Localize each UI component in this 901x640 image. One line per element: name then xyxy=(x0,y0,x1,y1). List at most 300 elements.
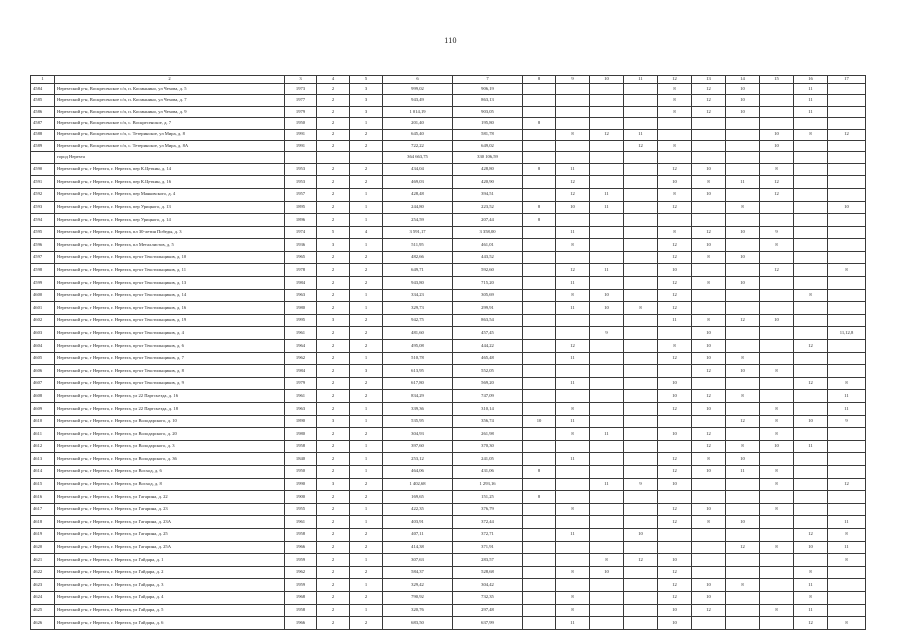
living-area-cell: 581,78 xyxy=(453,129,523,140)
floors-cell: 2 xyxy=(317,440,350,453)
work-period-cell-15 xyxy=(760,516,794,529)
floors-cell: 2 xyxy=(317,289,350,302)
work-period-cell-14 xyxy=(726,503,760,516)
living-area-cell: 283,57 xyxy=(453,554,523,567)
work-period-cell-8 xyxy=(523,390,556,403)
work-period-cell-11: 10 xyxy=(624,528,658,541)
work-period-cell-13: 10 xyxy=(692,340,726,353)
row-number-cell: 4620 xyxy=(31,541,55,554)
work-period-cell-13 xyxy=(692,289,726,302)
work-period-cell-15: 9 xyxy=(760,226,794,239)
work-period-cell-16 xyxy=(794,554,828,567)
floors-cell: 2 xyxy=(317,503,350,516)
total-area-cell: 422,35 xyxy=(383,503,453,516)
living-area-cell: 732,35 xyxy=(453,591,523,604)
work-period-cell-12: 10 xyxy=(658,428,692,441)
work-period-cell-9: 12 xyxy=(556,188,590,201)
work-period-cell-9 xyxy=(556,84,590,95)
table-row xyxy=(31,491,866,504)
entrances-cell: 1 xyxy=(350,604,383,617)
work-period-cell-10 xyxy=(590,152,624,163)
work-period-cell-15 xyxy=(760,277,794,290)
table-row xyxy=(31,478,866,491)
entrances-cell: 2 xyxy=(350,428,383,441)
floors-cell: 2 xyxy=(317,188,350,201)
work-period-cell-16 xyxy=(794,428,828,441)
work-period-cell-13: 10 xyxy=(692,403,726,416)
row-number-cell: 4607 xyxy=(31,377,55,390)
work-period-cell-8 xyxy=(523,604,556,617)
work-period-cell-11 xyxy=(624,214,658,227)
floors-cell: 2 xyxy=(317,428,350,441)
address-cell: Нерехтский р-н, г Нерехта, г. Нерехта, пр-кт Текстильщиков, д. 11 xyxy=(55,264,285,277)
work-period-cell-14 xyxy=(726,118,760,129)
address-cell: Нерехтский р-н, г Нерехта, г. Нерехта, ул Володарского, д. 3 xyxy=(55,440,285,453)
work-period-cell-9 xyxy=(556,516,590,529)
work-period-cell-11 xyxy=(624,340,658,353)
column-number-cell: 8 xyxy=(523,76,556,84)
work-period-cell-16: 11 xyxy=(794,604,828,617)
work-period-cell-14: 10 xyxy=(726,516,760,529)
year-cell xyxy=(285,152,317,163)
row-number-cell: 4599 xyxy=(31,277,55,290)
entrances-cell: 3 xyxy=(350,106,383,117)
work-period-cell-9: 11 xyxy=(556,352,590,365)
column-number-cell: 13 xyxy=(692,76,726,84)
work-period-cell-12: 12 xyxy=(658,163,692,176)
total-area-cell: 3 591,17 xyxy=(383,226,453,239)
work-period-cell-9: 11 xyxy=(556,302,590,315)
work-period-cell-15 xyxy=(760,352,794,365)
row-number-cell: 4595 xyxy=(31,226,55,239)
work-period-cell-8 xyxy=(523,566,556,579)
work-period-cell-11: 9 xyxy=(624,478,658,491)
total-area-cell: 613,95 xyxy=(383,365,453,378)
work-period-cell-17 xyxy=(828,118,866,129)
work-period-cell-9 xyxy=(556,554,590,567)
work-period-cell-13: 8 xyxy=(692,516,726,529)
entrances-cell xyxy=(350,152,383,163)
work-period-cell-14 xyxy=(726,340,760,353)
work-period-cell-17 xyxy=(828,95,866,106)
work-period-cell-12: 12 xyxy=(658,403,692,416)
work-period-cell-15 xyxy=(760,340,794,353)
work-period-cell-12 xyxy=(658,327,692,340)
work-period-cell-12: 12 xyxy=(658,239,692,252)
address-cell: Нерехтский р-н, г Нерехта, г. Нерехта, пр-кт Текстильщиков, д. 8 xyxy=(55,365,285,378)
address-cell: Нерехтский р-н, г Нерехта, г. Нерехта, пер К.Цеткин, д. 14 xyxy=(55,163,285,176)
total-area-cell: 834,29 xyxy=(383,390,453,403)
table-row xyxy=(31,277,866,290)
entrances-cell: 2 xyxy=(350,390,383,403)
work-period-cell-16 xyxy=(794,140,828,151)
work-period-cell-15 xyxy=(760,591,794,604)
entrances-cell: 2 xyxy=(350,491,383,504)
work-period-cell-13 xyxy=(692,214,726,227)
living-area-cell: 592,60 xyxy=(453,264,523,277)
living-area-cell: 1 293,16 xyxy=(453,478,523,491)
total-area-cell: 495,08 xyxy=(383,340,453,353)
work-period-cell-13 xyxy=(692,554,726,567)
entrances-cell: 2 xyxy=(350,327,383,340)
floors-cell: 2 xyxy=(317,528,350,541)
year-cell: 1950 xyxy=(285,465,317,478)
work-period-cell-12: 10 xyxy=(658,390,692,403)
work-period-cell-15 xyxy=(760,617,794,630)
work-period-cell-15: 8 xyxy=(760,163,794,176)
work-period-cell-16: 12 xyxy=(794,377,828,390)
year-cell: 1990 xyxy=(285,478,317,491)
living-area-cell: 420,90 xyxy=(453,176,523,189)
table-row xyxy=(31,302,866,315)
living-area-cell: 223,52 xyxy=(453,201,523,214)
work-period-cell-11 xyxy=(624,188,658,201)
row-number-cell: 4586 xyxy=(31,106,55,117)
work-period-cell-9 xyxy=(556,251,590,264)
work-period-cell-12: 10 xyxy=(658,176,692,189)
work-period-cell-13: 10 xyxy=(692,503,726,516)
work-period-cell-17 xyxy=(828,84,866,95)
row-number-cell: 4603 xyxy=(31,327,55,340)
work-period-cell-9 xyxy=(556,140,590,151)
work-period-cell-9: 8 xyxy=(556,566,590,579)
total-area-cell: 511,95 xyxy=(383,239,453,252)
work-period-cell-8 xyxy=(523,140,556,151)
work-period-cell-17 xyxy=(828,503,866,516)
work-period-cell-8 xyxy=(523,251,556,264)
address-cell: Нерехтский р-н, г Нерехта, г. Нерехта, ул Гагарина, д. 23 xyxy=(55,503,285,516)
work-period-cell-12: 12 xyxy=(658,352,692,365)
address-cell: Нерехтский р-н, г Нерехта, г. Нерехта, ул Гагарина, д. 25А xyxy=(55,541,285,554)
work-period-cell-13: 12 xyxy=(692,84,726,95)
work-period-cell-11 xyxy=(624,314,658,327)
total-area-cell: 397,60 xyxy=(383,440,453,453)
table-row xyxy=(31,163,866,176)
table-row xyxy=(31,541,866,554)
table-row xyxy=(31,516,866,529)
work-period-cell-12 xyxy=(658,152,692,163)
total-area-cell: 943,80 xyxy=(383,277,453,290)
living-area-cell: 649,02 xyxy=(453,140,523,151)
table-row xyxy=(31,226,866,239)
work-period-cell-12 xyxy=(658,440,692,453)
work-period-cell-14 xyxy=(726,491,760,504)
work-period-cell-12 xyxy=(658,118,692,129)
work-period-cell-11 xyxy=(624,118,658,129)
work-period-cell-13: 10 xyxy=(692,579,726,592)
floors-cell: 2 xyxy=(317,352,350,365)
year-cell: 1896 xyxy=(285,214,317,227)
table-row xyxy=(31,118,866,129)
work-period-cell-9 xyxy=(556,95,590,106)
work-period-cell-10 xyxy=(590,365,624,378)
floors-cell: 2 xyxy=(317,604,350,617)
floors-cell: 2 xyxy=(317,302,350,315)
work-period-cell-8 xyxy=(523,541,556,554)
table-row xyxy=(31,591,866,604)
total-area-cell: 201,40 xyxy=(383,118,453,129)
work-period-cell-12: 10 xyxy=(658,604,692,617)
entrances-cell: 2 xyxy=(350,277,383,290)
work-period-cell-15: 8 xyxy=(760,604,794,617)
work-period-cell-17 xyxy=(828,226,866,239)
year-cell: 1895 xyxy=(285,201,317,214)
floors-cell: 2 xyxy=(317,377,350,390)
work-period-cell-15 xyxy=(760,579,794,592)
table-row xyxy=(31,428,866,441)
total-area-cell: 169,65 xyxy=(383,491,453,504)
floors-cell: 2 xyxy=(317,390,350,403)
work-period-cell-10 xyxy=(590,106,624,117)
living-area-cell: 528,68 xyxy=(453,566,523,579)
year-cell: 1955 xyxy=(285,503,317,516)
entrances-cell: 1 xyxy=(350,214,383,227)
column-number-cell: 3 xyxy=(285,76,317,84)
work-period-cell-10 xyxy=(590,591,624,604)
work-period-cell-14 xyxy=(726,163,760,176)
table-row xyxy=(31,377,866,390)
table-row xyxy=(31,340,866,353)
work-period-cell-11 xyxy=(624,152,658,163)
row-number-cell: 4598 xyxy=(31,264,55,277)
section-row xyxy=(31,152,866,163)
work-period-cell-14 xyxy=(726,188,760,201)
table-row xyxy=(31,140,866,151)
work-period-cell-8 xyxy=(523,579,556,592)
year-cell: 1979 xyxy=(285,377,317,390)
table-row xyxy=(31,554,866,567)
work-period-cell-9 xyxy=(556,390,590,403)
work-period-cell-10 xyxy=(590,516,624,529)
row-number-cell: 4602 xyxy=(31,314,55,327)
column-number-cell: 5 xyxy=(350,76,383,84)
work-period-cell-15 xyxy=(760,327,794,340)
work-period-cell-13 xyxy=(692,302,726,315)
work-period-cell-13: 10 xyxy=(692,591,726,604)
address-cell: Нерехтский р-н, г Нерехта, г. Нерехта, ул Гагарина, д. 25 xyxy=(55,528,285,541)
work-period-cell-10 xyxy=(590,617,624,630)
work-period-cell-13 xyxy=(692,264,726,277)
work-period-cell-12: 12 xyxy=(658,566,692,579)
register-body xyxy=(31,76,866,630)
address-cell: Нерехтский р-н, г Нерехта, г. Нерехта, ул Гайдара, д. 2 xyxy=(55,566,285,579)
work-period-cell-16: 11 xyxy=(794,106,828,117)
work-period-cell-15 xyxy=(760,302,794,315)
work-period-cell-15: 10 xyxy=(760,140,794,151)
row-number-cell: 4623 xyxy=(31,579,55,592)
total-area-cell: 999,02 xyxy=(383,84,453,95)
work-period-cell-13 xyxy=(692,140,726,151)
work-period-cell-13: 8 xyxy=(692,251,726,264)
row-number-cell: 4604 xyxy=(31,340,55,353)
work-period-cell-8 xyxy=(523,516,556,529)
work-period-cell-9: 11 xyxy=(556,453,590,466)
work-period-cell-10: 11 xyxy=(590,478,624,491)
total-area-cell: 584,37 xyxy=(383,566,453,579)
work-period-cell-11 xyxy=(624,277,658,290)
column-number-cell: 16 xyxy=(794,76,828,84)
work-period-cell-11 xyxy=(624,163,658,176)
work-period-cell-9: 8 xyxy=(556,129,590,140)
entrances-cell: 1 xyxy=(350,503,383,516)
work-period-cell-14 xyxy=(726,403,760,416)
work-period-cell-10: 10 xyxy=(590,566,624,579)
work-period-cell-10 xyxy=(590,251,624,264)
row-number-cell: 4625 xyxy=(31,604,55,617)
work-period-cell-8 xyxy=(523,327,556,340)
work-period-cell-13: 8 xyxy=(692,314,726,327)
work-period-cell-11 xyxy=(624,84,658,95)
year-cell: 1980 xyxy=(285,428,317,441)
entrances-cell: 2 xyxy=(350,314,383,327)
work-period-cell-17 xyxy=(828,176,866,189)
total-area-cell: 482,66 xyxy=(383,251,453,264)
work-period-cell-16 xyxy=(794,239,828,252)
entrances-cell: 1 xyxy=(350,440,383,453)
work-period-cell-15: 10 xyxy=(760,440,794,453)
living-area-cell: 372,44 xyxy=(453,516,523,529)
total-area-cell: 1 402,68 xyxy=(383,478,453,491)
address-cell: Нерехтский р-н, г Нерехта, г. Нерехта, ул Володарского, д. 20 xyxy=(55,428,285,441)
year-cell: 1984 xyxy=(285,365,317,378)
work-period-cell-8 xyxy=(523,277,556,290)
work-period-cell-16: 8 xyxy=(794,129,828,140)
work-period-cell-16: 12 xyxy=(794,340,828,353)
work-period-cell-11 xyxy=(624,491,658,504)
total-area-cell: 307,63 xyxy=(383,554,453,567)
work-period-cell-9: 8 xyxy=(556,428,590,441)
entrances-cell: 4 xyxy=(350,226,383,239)
work-period-cell-13 xyxy=(692,129,726,140)
work-period-cell-11 xyxy=(624,327,658,340)
work-period-cell-8 xyxy=(523,226,556,239)
work-period-cell-10 xyxy=(590,140,624,151)
total-area-cell: 253,12 xyxy=(383,453,453,466)
living-area-cell: 356,74 xyxy=(453,415,523,428)
work-period-cell-15: 10 xyxy=(760,314,794,327)
column-number-cell: 10 xyxy=(590,76,624,84)
table-row xyxy=(31,201,866,214)
work-period-cell-10 xyxy=(590,579,624,592)
living-area-cell: 371,91 xyxy=(453,541,523,554)
work-period-cell-17: 12 xyxy=(828,478,866,491)
work-period-cell-9: 8 xyxy=(556,604,590,617)
total-area-cell: 254,59 xyxy=(383,214,453,227)
entrances-cell: 2 xyxy=(350,377,383,390)
floors-cell: 2 xyxy=(317,95,350,106)
column-number-cell: 14 xyxy=(726,76,760,84)
work-period-cell-16 xyxy=(794,478,828,491)
table-row xyxy=(31,214,866,227)
work-period-cell-12 xyxy=(658,365,692,378)
address-cell: Нерехтский р-н, г Нерехта, г. Нерехта, ул Володарского, д. 10 xyxy=(55,415,285,428)
work-period-cell-16 xyxy=(794,163,828,176)
work-period-cell-10 xyxy=(590,352,624,365)
work-period-cell-9 xyxy=(556,541,590,554)
work-period-cell-13: 10 xyxy=(692,327,726,340)
entrances-cell: 1 xyxy=(350,201,383,214)
floors-cell: 3 xyxy=(317,314,350,327)
column-number-cell: 7 xyxy=(453,76,523,84)
work-period-cell-16: 10 xyxy=(794,541,828,554)
address-cell: Нерехтский р-н, г Нерехта, г. Нерехта, пр-кт Текстильщиков, д. 9 xyxy=(55,377,285,390)
work-period-cell-17 xyxy=(828,106,866,117)
year-cell: 1890 xyxy=(285,415,317,428)
year-cell: 1962 xyxy=(285,566,317,579)
work-period-cell-8 xyxy=(523,403,556,416)
work-period-cell-8 xyxy=(523,617,556,630)
work-period-cell-10: 11 xyxy=(590,188,624,201)
year-cell: 1973 xyxy=(285,84,317,95)
work-period-cell-8 xyxy=(523,440,556,453)
row-number-cell: 4601 xyxy=(31,302,55,315)
work-period-cell-16 xyxy=(794,314,828,327)
year-cell: 1900 xyxy=(285,491,317,504)
work-period-cell-15 xyxy=(760,84,794,95)
work-period-cell-10 xyxy=(590,239,624,252)
entrances-cell: 2 xyxy=(350,541,383,554)
work-period-cell-15: 8 xyxy=(760,415,794,428)
entrances-cell: 2 xyxy=(350,129,383,140)
living-area-cell: 151,25 xyxy=(453,491,523,504)
work-period-cell-16 xyxy=(794,201,828,214)
work-period-cell-11 xyxy=(624,465,658,478)
work-period-cell-16 xyxy=(794,176,828,189)
entrances-cell: 2 xyxy=(350,478,383,491)
table-row xyxy=(31,314,866,327)
living-area-cell: 310,14 xyxy=(453,403,523,416)
column-number-cell: 1 xyxy=(31,76,55,84)
work-period-cell-13 xyxy=(692,566,726,579)
year-cell: 1961 xyxy=(285,327,317,340)
work-period-cell-11 xyxy=(624,579,658,592)
address-cell: Нерехтский р-н, г Нерехта, г. Нерехта, ул Гайдара, д. 4 xyxy=(55,591,285,604)
entrances-cell: 1 xyxy=(350,403,383,416)
row-number-cell: 4587 xyxy=(31,118,55,129)
work-period-cell-11 xyxy=(624,415,658,428)
living-area-cell: 428,80 xyxy=(453,163,523,176)
work-period-cell-9 xyxy=(556,314,590,327)
work-period-cell-12 xyxy=(658,491,692,504)
address-cell: Нерехтский р-н, г Нерехта, г. Нерехта, ул Восход, д. 6 xyxy=(55,465,285,478)
work-period-cell-13: 10 xyxy=(692,239,726,252)
row-number-cell: 4615 xyxy=(31,478,55,491)
work-period-cell-11 xyxy=(624,95,658,106)
column-number-cell: 4 xyxy=(317,76,350,84)
work-period-cell-14: 10 xyxy=(726,251,760,264)
work-period-cell-17 xyxy=(828,152,866,163)
work-period-cell-9 xyxy=(556,491,590,504)
row-number-cell: 4622 xyxy=(31,566,55,579)
row-number-cell: 4610 xyxy=(31,415,55,428)
work-period-cell-9: 11 xyxy=(556,163,590,176)
work-period-cell-17: 11 xyxy=(828,541,866,554)
work-period-cell-8: 8 xyxy=(523,465,556,478)
address-cell: Нерехтский р-н, Воскресенское с/п, с. Тетеринское, ул Мира, д. 8А xyxy=(55,140,285,151)
work-period-cell-13: 8 xyxy=(692,453,726,466)
work-period-cell-14: 10 xyxy=(726,277,760,290)
year-cell: 1991 xyxy=(285,129,317,140)
work-period-cell-10 xyxy=(590,503,624,516)
work-period-cell-12 xyxy=(658,528,692,541)
work-period-cell-9: 12 xyxy=(556,176,590,189)
table-row xyxy=(31,251,866,264)
address-cell: Нерехтский р-н, г Нерехта, г. Нерехта, пер К.Цеткин, д. 16 xyxy=(55,176,285,189)
work-period-cell-10 xyxy=(590,528,624,541)
work-period-cell-17 xyxy=(828,251,866,264)
total-area-cell: 617,80 xyxy=(383,377,453,390)
table-row xyxy=(31,327,866,340)
